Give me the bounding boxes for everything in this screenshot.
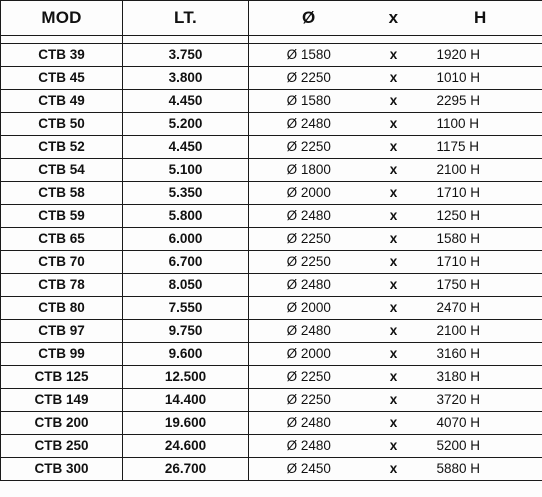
cell-times: x	[369, 412, 419, 435]
cell-diameter: Ø 1580	[249, 90, 369, 113]
cell-model: CTB 65	[1, 228, 123, 251]
cell-height: 1710 H	[419, 251, 542, 274]
cell-liters: 6.000	[123, 228, 249, 251]
cell-times: x	[369, 159, 419, 182]
table-row	[1, 90, 542, 113]
cell-model: CTB 97	[1, 320, 123, 343]
cell-diameter: Ø 2000	[249, 343, 369, 366]
cell-model: CTB 250	[1, 435, 123, 458]
table-row	[1, 320, 542, 343]
table-row	[1, 458, 542, 481]
cell-times: x	[369, 389, 419, 412]
cell-height: 3720 H	[419, 389, 542, 412]
cell-liters: 8.050	[123, 274, 249, 297]
cell-model: CTB 70	[1, 251, 123, 274]
header-x: x	[369, 1, 419, 36]
cell-diameter: Ø 2480	[249, 274, 369, 297]
cell-times: x	[369, 343, 419, 366]
cell-model: CTB 99	[1, 343, 123, 366]
cell-liters: 5.800	[123, 205, 249, 228]
table-row	[1, 412, 542, 435]
cell-liters: 9.600	[123, 343, 249, 366]
cell-liters: 4.450	[123, 136, 249, 159]
cell-model: CTB 45	[1, 67, 123, 90]
cell-model: CTB 200	[1, 412, 123, 435]
cell-model: CTB 54	[1, 159, 123, 182]
cell-model: CTB 50	[1, 113, 123, 136]
spacer-cell	[249, 36, 369, 44]
cell-height: 2470 H	[419, 297, 542, 320]
cell-liters: 5.100	[123, 159, 249, 182]
table-row	[1, 274, 542, 297]
cell-diameter: Ø 2480	[249, 205, 369, 228]
header-mod: MOD	[1, 1, 123, 36]
cell-liters: 9.750	[123, 320, 249, 343]
spacer-cell	[1, 36, 123, 44]
cell-times: x	[369, 136, 419, 159]
cell-liters: 7.550	[123, 297, 249, 320]
cell-diameter: Ø 2250	[249, 136, 369, 159]
spacer-cell	[369, 36, 419, 44]
cell-diameter: Ø 2250	[249, 228, 369, 251]
cell-diameter: Ø 2000	[249, 297, 369, 320]
table-row	[1, 44, 542, 67]
cell-liters: 3.750	[123, 44, 249, 67]
cell-liters: 6.700	[123, 251, 249, 274]
table-row	[1, 251, 542, 274]
cell-height: 1010 H	[419, 67, 542, 90]
cell-model: CTB 49	[1, 90, 123, 113]
cell-diameter: Ø 2000	[249, 182, 369, 205]
table-row	[1, 343, 542, 366]
cell-model: CTB 300	[1, 458, 123, 481]
cell-diameter: Ø 2480	[249, 412, 369, 435]
cell-times: x	[369, 67, 419, 90]
cell-height: 2100 H	[419, 159, 542, 182]
cell-diameter: Ø 2480	[249, 435, 369, 458]
cell-model: CTB 78	[1, 274, 123, 297]
table-body	[1, 36, 542, 481]
table-header-row	[1, 1, 542, 36]
cell-diameter: Ø 2250	[249, 67, 369, 90]
cell-liters: 26.700	[123, 458, 249, 481]
cell-times: x	[369, 113, 419, 136]
cell-liters: 24.600	[123, 435, 249, 458]
spacer-cell	[123, 36, 249, 44]
table-row	[1, 182, 542, 205]
cell-times: x	[369, 90, 419, 113]
cell-times: x	[369, 205, 419, 228]
cell-times: x	[369, 458, 419, 481]
cell-times: x	[369, 297, 419, 320]
cell-model: CTB 52	[1, 136, 123, 159]
cell-height: 1100 H	[419, 113, 542, 136]
cell-liters: 5.350	[123, 182, 249, 205]
cell-times: x	[369, 251, 419, 274]
cell-height: 1920 H	[419, 44, 542, 67]
cell-diameter: Ø 2250	[249, 251, 369, 274]
cell-times: x	[369, 435, 419, 458]
table-row	[1, 136, 542, 159]
cell-height: 2100 H	[419, 320, 542, 343]
cell-diameter: Ø 1800	[249, 159, 369, 182]
cell-diameter: Ø 2480	[249, 320, 369, 343]
spacer-cell	[419, 36, 542, 44]
cell-height: 1175 H	[419, 136, 542, 159]
cell-liters: 5.200	[123, 113, 249, 136]
cell-height: 1710 H	[419, 182, 542, 205]
table-row	[1, 205, 542, 228]
cell-diameter: Ø 2480	[249, 113, 369, 136]
cell-times: x	[369, 44, 419, 67]
table-row	[1, 159, 542, 182]
cell-diameter: Ø 1580	[249, 44, 369, 67]
cell-model: CTB 149	[1, 389, 123, 412]
cell-times: x	[369, 274, 419, 297]
table-row	[1, 228, 542, 251]
cell-height: 4070 H	[419, 412, 542, 435]
cell-model: CTB 125	[1, 366, 123, 389]
cell-model: CTB 58	[1, 182, 123, 205]
cell-liters: 3.800	[123, 67, 249, 90]
cell-model: CTB 59	[1, 205, 123, 228]
header-spacer-row	[1, 36, 542, 44]
cell-times: x	[369, 228, 419, 251]
cell-height: 1750 H	[419, 274, 542, 297]
cell-liters: 4.450	[123, 90, 249, 113]
cell-height: 1250 H	[419, 205, 542, 228]
table-row	[1, 297, 542, 320]
cell-liters: 19.600	[123, 412, 249, 435]
header-lt: LT.	[123, 1, 249, 36]
cell-times: x	[369, 366, 419, 389]
header-h: H	[419, 1, 542, 36]
cell-height: 3180 H	[419, 366, 542, 389]
cell-model: CTB 80	[1, 297, 123, 320]
cell-model: CTB 39	[1, 44, 123, 67]
cell-times: x	[369, 182, 419, 205]
cell-liters: 12.500	[123, 366, 249, 389]
cell-height: 1580 H	[419, 228, 542, 251]
header-diameter: Ø	[249, 1, 369, 36]
table-row	[1, 389, 542, 412]
table-row	[1, 366, 542, 389]
cell-height: 3160 H	[419, 343, 542, 366]
cell-times: x	[369, 320, 419, 343]
cell-diameter: Ø 2450	[249, 458, 369, 481]
cell-diameter: Ø 2250	[249, 389, 369, 412]
cell-liters: 14.400	[123, 389, 249, 412]
cell-diameter: Ø 2250	[249, 366, 369, 389]
table-row	[1, 113, 542, 136]
cell-height: 5880 H	[419, 458, 542, 481]
table-row	[1, 435, 542, 458]
table-row	[1, 67, 542, 90]
cell-height: 5200 H	[419, 435, 542, 458]
cell-height: 2295 H	[419, 90, 542, 113]
